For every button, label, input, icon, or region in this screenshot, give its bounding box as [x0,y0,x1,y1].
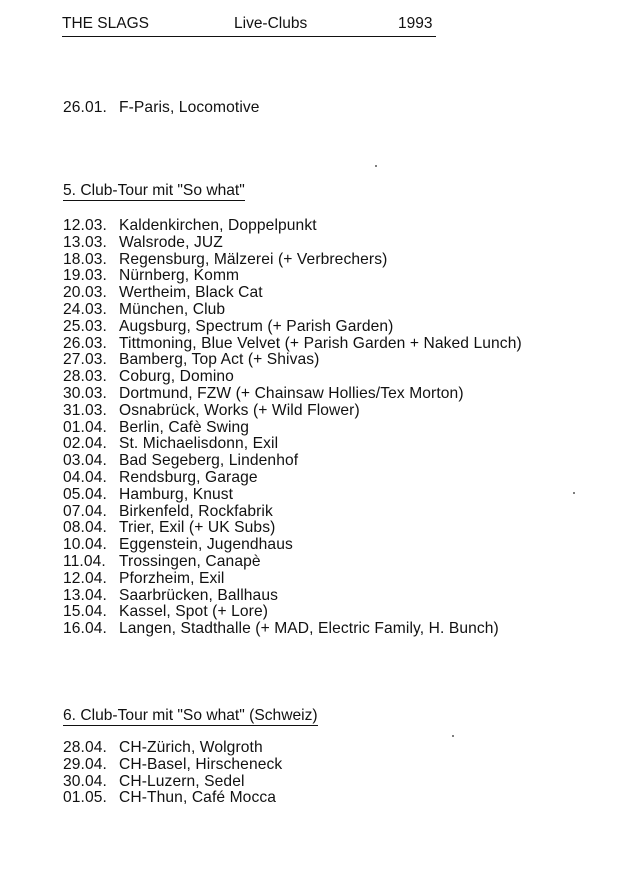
tour-date-row [63,603,268,620]
show-venue: Coburg, Domino [119,368,234,386]
tour-date-row [63,536,293,553]
tour-date-row [63,217,317,234]
show-date: 15.04. [63,603,107,621]
show-venue: Eggenstein, Jugendhaus [119,536,293,554]
page-header [62,14,436,37]
tour-date-row [63,385,464,402]
tour-date-row [63,486,233,503]
scan-speck [573,492,575,494]
show-date: 31.03. [63,401,107,419]
tour-date-row [63,756,282,773]
show-venue: CH-Thun, Café Mocca [119,789,277,807]
band-name: THE SLAGS [62,15,149,32]
scan-speck [452,735,454,737]
tour-date-row [63,419,249,436]
show-venue: Langen, Stadthalle (+ MAD, Electric Family, H. Bunch) [119,620,499,638]
tour-date-row [63,587,278,604]
show-venue: Dortmund, FZW (+ Chainsaw Hollies/Tex Morton) [119,385,464,402]
show-venue: CH-Zürich, Wolgroth [119,739,263,756]
show-venue: Bamberg, Top Act (+ Shivas) [119,351,320,369]
show-date: 01.05. [63,789,107,807]
show-date: 03.04. [63,452,107,470]
show-date: 01.04. [63,418,107,436]
show-date: 28.04. [63,739,107,756]
tour-date-row [63,469,258,486]
show-venue: CH-Luzern, Sedel [119,772,245,790]
show-date: 20.03. [63,284,107,302]
show-venue: St. Michaelisdonn, Exil [119,435,279,453]
tour-date-row [63,553,261,570]
tour-date-row [63,402,360,419]
tour-date-row [63,267,239,284]
show-date: 11.04. [63,553,106,570]
year: 1993 [398,15,433,32]
show-date: 04.04. [63,469,107,486]
show-date: 27.03. [63,351,107,369]
tour-date-row [63,773,245,790]
show-date: 08.04. [63,519,107,537]
show-venue: Tittmoning, Blue Velvet (+ Parish Garden + Naked Lunch) [119,334,522,352]
show-venue: Osnabrück, Works (+ Wild Flower) [119,401,360,419]
tour-date-row [63,335,522,352]
show-venue: Berlin, Cafè Swing [119,418,250,436]
show-venue: Kassel, Spot (+ Lore) [119,603,269,621]
show-venue: Augsburg, Spectrum (+ Parish Garden) [119,317,394,335]
show-date: 13.04. [63,586,107,604]
tour-date-row [63,452,298,469]
show-venue: Pforzheim, Exil [119,569,225,587]
show-date: 26.03. [63,334,107,352]
show-date: 19.03. [63,267,107,285]
show-venue: Nürnberg, Komm [119,267,240,285]
tour-date-row [63,351,319,368]
show-date: 25.03. [63,317,107,335]
tour6-title: 6. Club-Tour mit "So what" (Schweiz) [63,707,318,724]
show-venue: Trossingen, Canapè [119,553,261,570]
tour-date-row [63,789,276,806]
show-date: 07.04. [63,502,107,520]
show-date: 30.04. [63,772,107,790]
show-date: 28.03. [63,368,107,386]
show-date: 30.03. [63,385,107,402]
tour-date-row [63,251,387,268]
show-venue: CH-Basel, Hirscheneck [119,755,283,773]
show-date: 05.04. [63,485,107,503]
show-date: 13.03. [63,233,107,251]
show-venue: Bad Segeberg, Lindenhof [119,452,299,470]
show-venue: Kaldenkirchen, Doppelpunkt [119,217,317,234]
show-date: 24.03. [63,301,107,318]
show-date: 02.04. [63,435,107,453]
show-date: 18.03. [63,250,107,268]
show-date: 29.04. [63,755,107,773]
show-venue: Hamburg, Knust [119,485,234,503]
show-date: 10.04. [63,536,107,554]
tour-date-row [63,503,273,520]
single-show-entry [63,99,260,116]
show-venue: München, Club [119,301,226,318]
tour-date-row [63,368,234,385]
tour-date-row [63,318,393,335]
show-venue: Wertheim, Black Cat [119,284,263,302]
document-title: Live-Clubs [234,15,308,32]
tour-date-row [63,519,275,536]
show-date: 12.03. [63,217,107,234]
show-date: 12.04. [63,569,107,587]
tour-date-row [63,739,263,756]
show-venue: Rendsburg, Garage [119,469,258,486]
tour-date-row [63,620,499,637]
show-venue: Saarbrücken, Ballhaus [119,586,278,604]
show-venue: Trier, Exil (+ UK Subs) [119,519,276,537]
show-venue: Birkenfeld, Rockfabrik [119,502,273,520]
show-date: 26.01. [63,99,107,116]
scan-speck [375,165,377,167]
show-venue: F-Paris, Locomotive [119,99,260,116]
tour-date-row [63,234,223,251]
tour-date-row [63,570,225,587]
tour-date-row [63,284,263,301]
show-venue: Regensburg, Mälzerei (+ Verbrechers) [119,250,388,268]
tour5-title: 5. Club-Tour mit "So what" [63,182,245,199]
tour-date-row [63,435,278,452]
show-venue: Walsrode, JUZ [119,233,223,251]
show-date: 16.04. [63,620,107,638]
tour-date-row [63,301,225,318]
